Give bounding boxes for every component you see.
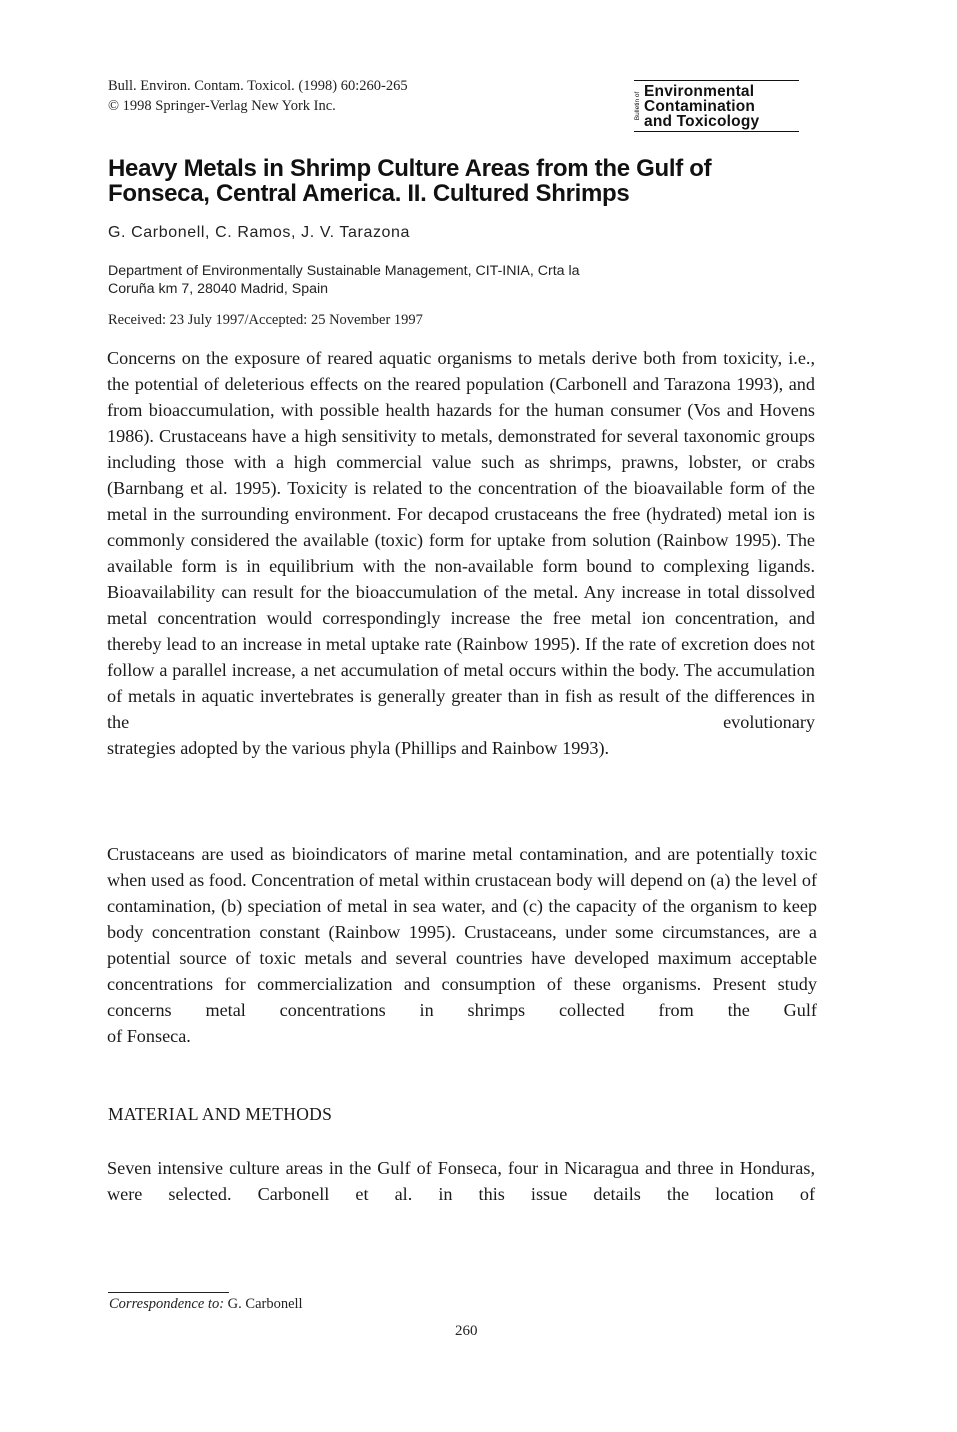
citation-block bbox=[108, 76, 408, 116]
section-heading-methods: MATERIAL AND METHODS bbox=[108, 1104, 333, 1124]
footnote-name: G. Carbonell bbox=[227, 1296, 303, 1312]
title-line1: Heavy Metals in Shrimp Culture Areas from the Gulf of bbox=[108, 155, 712, 182]
body-paragraph-1 bbox=[107, 345, 815, 761]
journal-logo bbox=[634, 80, 799, 132]
affiliation-line2: Coruña km 7, 28040 Madrid, Spain bbox=[108, 280, 329, 297]
footnote-divider bbox=[108, 1292, 229, 1293]
authors: G. Carbonell, C. Ramos, J. V. Tarazona bbox=[108, 224, 411, 241]
paragraph-1-text: Concerns on the exposure of reared aquatic organisms to metals derive both from toxicity, i.e., the potential of deleterious effects on the reared population (Carbonell and Tarazona 1993), and from bioaccumulation, with possible health hazards for the human consumer (Vos and Hovens 1986). Crustaceans have a high sensitivity to metals, demonstrated for several taxonomic groups including those with a high commercial value such as shrimps, prawns, lobster, or crabs (Barnbang et al. 1995). Toxicity is related to the concentration of the bioavailable form of the metal in the surrounding environment. For decapod crustaceans the free (hydrated) metal ion is commonly considered the available (toxic) form for uptake from solution (Rainbow 1995). The available form is in equilibrium with the non-available form bound to complexing ligands. Bioavailability can result for the bioaccumulation of the metal. Any increase in total dissolved metal concentration would correspondingly increase the free metal ion concentration, and thereby lead to an increase in metal uptake rate (Rainbow 1995). If the rate of excretion does not follow a parallel increase, a net accumulation of metal occurs within the body. The accumulation of metals in aquatic invertebrates is generally greater than in fish as result of the differences in the evolutionary bbox=[107, 348, 815, 732]
article-title bbox=[108, 157, 828, 206]
footnote-label: Correspondence to: bbox=[109, 1296, 225, 1312]
copyright-line: © 1998 Springer-Verlag New York Inc. bbox=[108, 98, 336, 114]
title-line2: Fonseca, Central America. II. Cultured Shrimps bbox=[108, 179, 630, 207]
body-paragraph-3: Seven intensive culture areas in the Gulf of Fonseca, four in Nicaragua and three in Honduras, were selected. Carbonell et al. in this issue details the location of bbox=[107, 1158, 815, 1204]
body-paragraph-2 bbox=[107, 841, 817, 1049]
citation-line: Bull. Environ. Contam. Toxicol. (1998) 60:260-265 bbox=[108, 78, 408, 94]
paragraph-2-last-line: of Fonseca. bbox=[107, 1026, 191, 1046]
journal-name-line2: Contamination bbox=[644, 98, 756, 115]
journal-name-line3: and Toxicology bbox=[644, 113, 760, 130]
paragraph-1-last-line: strategies adopted by the various phyla (Phillips and Rainbow 1993). bbox=[107, 738, 610, 758]
received-accepted-dates: Received: 23 July 1997/Accepted: 25 November 1997 bbox=[108, 312, 423, 328]
journal-name-line1: Environmental bbox=[644, 83, 755, 100]
bulletin-of-label bbox=[632, 85, 642, 127]
affiliation bbox=[108, 263, 580, 298]
journal-name bbox=[644, 84, 759, 129]
paragraph-2-text: Crustaceans are used as bioindicators of marine metal contamination, and are potentially toxic when used as food. Concentration of metal within crustacean body will depend on (a) the level of contamination, (b) speciation of metal in sea water, and (c) the capacity of the organism to keep body concentration constant (Rainbow 1995). Crustaceans, under some circumstances, are a potential source of toxic metals and several countries have developed maximum acceptable concentrations for commercialization and consumption of these organisms. Present study concerns metal concentrations in shrimps collected from the Gulf bbox=[107, 844, 817, 1020]
page-number: 260 bbox=[455, 1323, 478, 1339]
bulletin-of-text: Bulletin of bbox=[634, 91, 641, 121]
affiliation-line1: Department of Environmentally Sustainable Management, CIT-INIA, Crta la bbox=[108, 263, 580, 279]
correspondence-footnote bbox=[109, 1296, 303, 1313]
